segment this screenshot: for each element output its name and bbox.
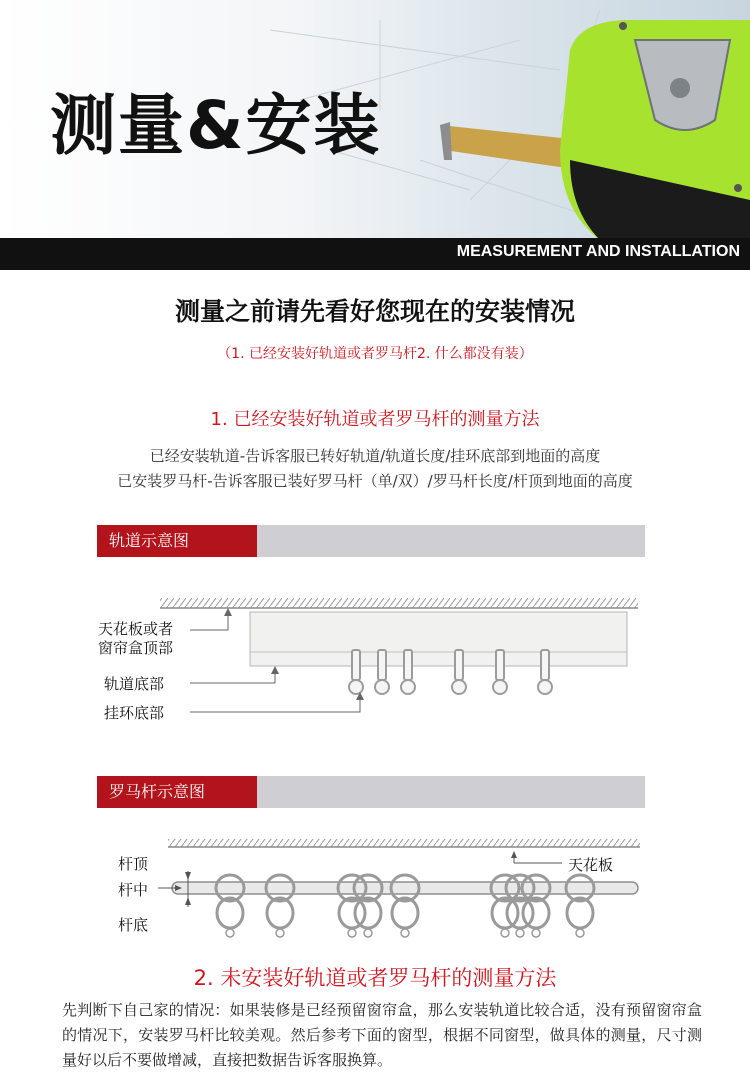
label-track-bottom: 轨道底部 bbox=[104, 675, 165, 693]
tape-measure-image bbox=[430, 10, 750, 240]
hero-image bbox=[0, 0, 750, 240]
section1-line-track: 已经安装轨道-告诉客服已转好轨道/轨道长度/挂环底部到地面的高度 bbox=[149, 447, 601, 465]
label-rod-ceiling: 天花板 bbox=[568, 856, 614, 874]
track-diagram-label-bar bbox=[97, 525, 645, 557]
label-ceiling-line1: 天花板或者 bbox=[98, 620, 174, 638]
rod-diagram-label: 罗马杆示意图 bbox=[97, 776, 257, 808]
section-banner bbox=[0, 238, 750, 270]
label-rod-middle: 杆中 bbox=[118, 881, 149, 899]
page-title: 测量&安装 bbox=[50, 87, 382, 164]
section2-title: 2. 未安装好轨道或者罗马杆的测量方法 bbox=[193, 966, 557, 990]
section1-line-rod: 已安装罗马杆-告诉客服已装好罗马杆（单/双）/罗马杆长度/杆顶到地面的高度 bbox=[117, 472, 633, 490]
rod-ceiling-hatch bbox=[168, 839, 640, 847]
label-ceiling-line2: 窗帘盒顶部 bbox=[98, 639, 174, 657]
intro-note: （1. 已经安装好轨道或者罗马杆2. 什么都没有装） bbox=[217, 346, 533, 362]
banner-text: MEASUREMENT AND INSTALLATION bbox=[456, 243, 740, 260]
section1-title: 1. 已经安装好轨道或者罗马杆的测量方法 bbox=[210, 409, 540, 430]
section2-paragraph: 先判断下自己家的情况：如果装修是已经预留窗帘盒，那么安装轨道比较合适，没有预留窗帘盒的情况下，安装罗马杆比较美观。然后参考下面的窗型，根据不同窗型，做具体的测量，尺寸测量好以后不要做增减，直接把数据告诉客服换算。 bbox=[62, 1001, 702, 1069]
rod-diagram-label-bar bbox=[97, 776, 645, 808]
label-rod-top: 杆顶 bbox=[118, 855, 149, 873]
intro-heading: 测量之前请先看好您现在的安装情况 bbox=[174, 297, 575, 326]
label-ring-bottom: 挂环底部 bbox=[104, 704, 165, 722]
label-rod-bottom: 杆底 bbox=[118, 916, 149, 934]
track-diagram-label: 轨道示意图 bbox=[97, 525, 257, 557]
ceiling-hatch bbox=[160, 598, 638, 608]
rod-diagram bbox=[100, 835, 660, 945]
track-box bbox=[250, 612, 627, 666]
